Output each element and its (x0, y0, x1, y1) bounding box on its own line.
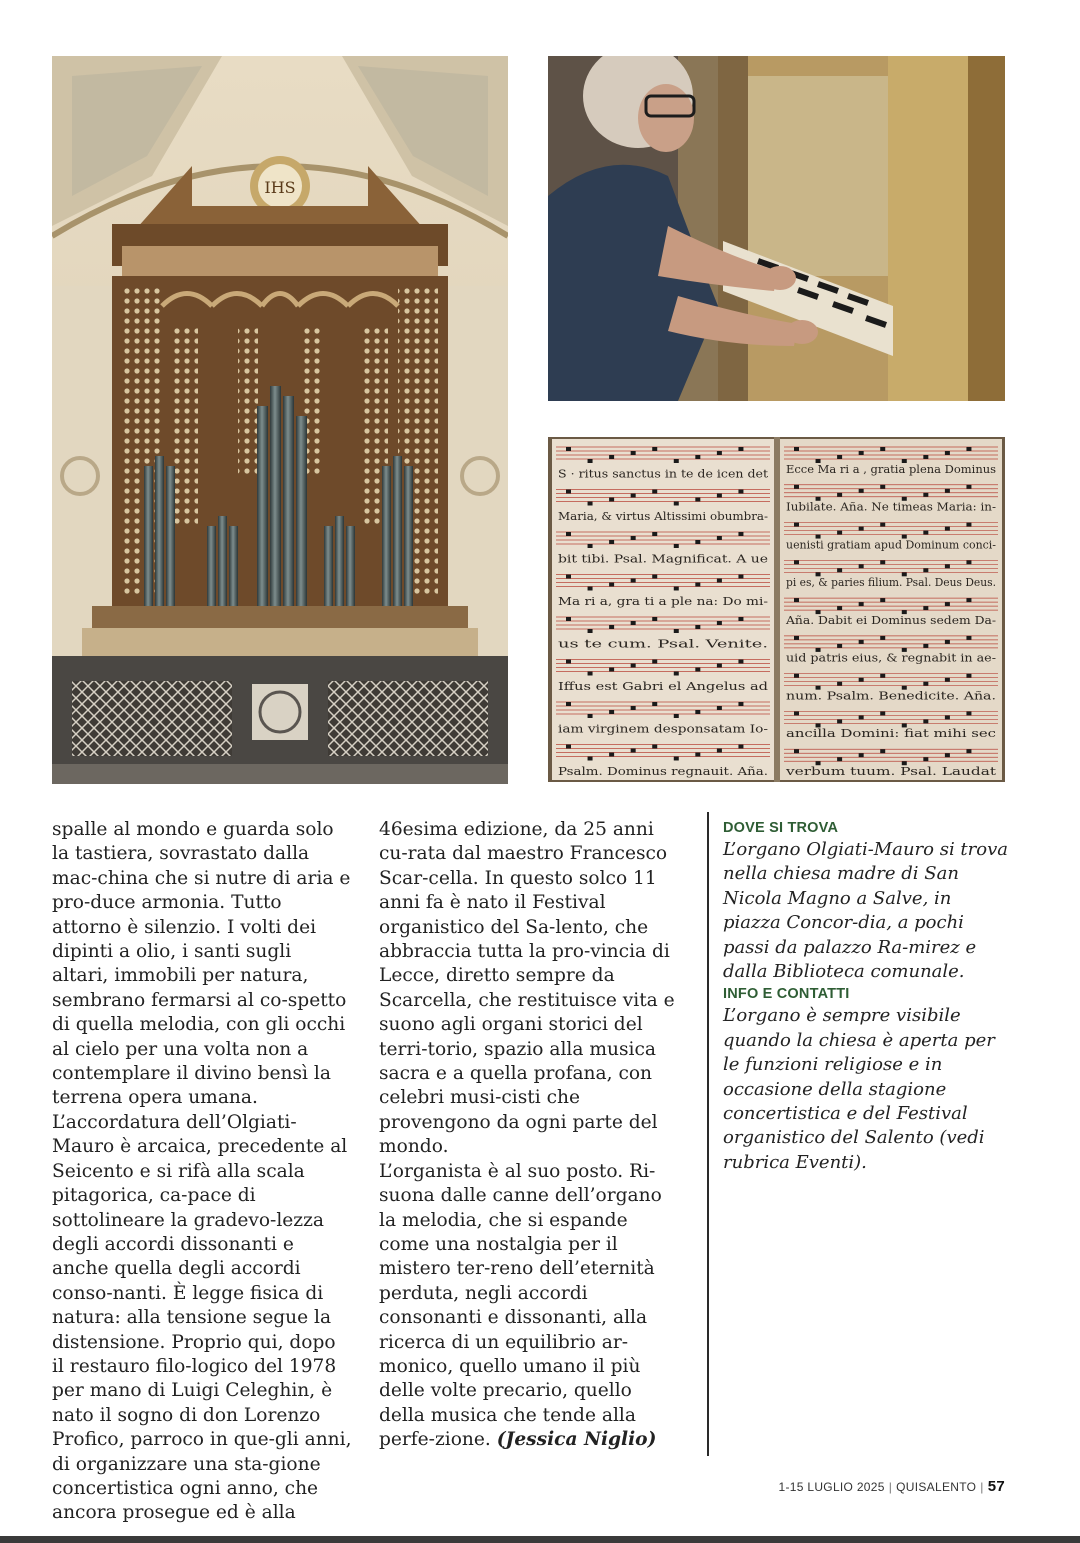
manuscript-lyric: Iubilate. Aña. Ne timeas Maria: in- (786, 500, 997, 514)
neume-note (859, 564, 864, 568)
neume-note (837, 719, 842, 723)
neume-note (652, 447, 657, 451)
neume-note (880, 598, 885, 602)
neume-note (695, 625, 700, 629)
neume-note (588, 757, 593, 761)
neume-note (652, 745, 657, 749)
neume-note (794, 636, 799, 640)
neume-note (566, 702, 571, 706)
neume-note (859, 489, 864, 493)
neume-note (738, 447, 743, 451)
neume-note (695, 583, 700, 587)
author-signature: (Jessica Niglio) (496, 1429, 657, 1451)
neume-note (945, 602, 950, 606)
neume-note (717, 536, 722, 540)
neume-note (674, 757, 679, 761)
neume-note (837, 757, 842, 761)
neume-note (631, 536, 636, 540)
neume-note (609, 540, 614, 544)
neume-note (859, 640, 864, 644)
neume-note (880, 447, 885, 451)
neume-note (738, 575, 743, 579)
neume-note (880, 749, 885, 753)
neume-note (674, 714, 679, 718)
neume-note (674, 587, 679, 591)
neume-note (738, 702, 743, 706)
manuscript-lyric: Ma ri a, gra ti a ple na: Do mi- (558, 595, 769, 608)
neume-note (945, 564, 950, 568)
info-heading: INFO E CONTATTI (723, 986, 850, 1003)
neume-note (794, 711, 799, 715)
neume-note (837, 606, 842, 610)
neume-note (588, 714, 593, 718)
neume-note (923, 719, 928, 723)
neume-note (738, 745, 743, 749)
neume-note (588, 672, 593, 676)
footer-separator: | (888, 1480, 893, 1494)
neume-note (674, 544, 679, 548)
neume-note (566, 660, 571, 664)
info-sidebar (723, 818, 1013, 1175)
neume-note (609, 455, 614, 459)
neume-note (966, 711, 971, 715)
manuscript-lyric: iam virginem desponsatam Io- (558, 722, 769, 736)
article-column-2 (379, 818, 679, 1453)
neume-note (880, 485, 885, 489)
article-column-1 (52, 818, 352, 1526)
neume-note (652, 617, 657, 621)
neume-note (966, 447, 971, 451)
manuscript-lyric: S · ritus sanctus in te de icen det (558, 467, 769, 481)
neume-note (945, 753, 950, 757)
neume-note (945, 715, 950, 719)
neume-note (588, 587, 593, 591)
neume-note (695, 498, 700, 502)
neume-note (859, 451, 864, 455)
neume-note (738, 617, 743, 621)
manuscript-lyric: num. Psalm. Benedicite. Aña. (786, 689, 996, 703)
neume-note (837, 531, 842, 535)
neume-note (923, 493, 928, 497)
neume-note (609, 583, 614, 587)
neume-note (588, 459, 593, 463)
neume-note (794, 485, 799, 489)
neume-note (945, 489, 950, 493)
footer-separator: | (980, 1480, 984, 1494)
neume-note (695, 455, 700, 459)
neume-note (923, 606, 928, 610)
neume-note (859, 753, 864, 757)
neume-note (966, 749, 971, 753)
neume-note (717, 749, 722, 753)
neume-note (631, 706, 636, 710)
manuscript-photo (548, 437, 1005, 782)
bottom-edge-bar (0, 1536, 1080, 1543)
neume-note (717, 706, 722, 710)
neume-note (566, 532, 571, 536)
where-heading: DOVE SI TROVA (723, 820, 839, 836)
neume-note (652, 490, 657, 494)
organ-photo (52, 56, 508, 784)
manuscript-lyric: Ecce Ma ri a , gratia plena Dominus (786, 462, 997, 476)
manuscript-lyric: Maria, & virtus Altissimi obumbra- (558, 510, 769, 523)
neume-note (695, 668, 700, 672)
manuscript-lyric: Psalm. Dominus regnauit. Aña. (558, 765, 768, 778)
article-paragraph: spalle al mondo e guarda solo la tastiera, sovrastato dalla mac-china che si nutre di aria e pro-duce armonia. Tutto attorno è silenzio. I volti dei dipinti a olio, i santi sugli altari, immobili per natura, sembrano fermarsi al co-spetto di quella melodia, con gli occhi al cielo per una volta non a contemplare il divino bensì la terrena opera umana. (52, 819, 351, 1109)
neume-note (717, 664, 722, 668)
neume-note (794, 598, 799, 602)
neume-note (631, 451, 636, 455)
neume-note (609, 753, 614, 757)
neume-note (837, 493, 842, 497)
neume-note (631, 621, 636, 625)
manuscript-lyric: bit tibi. Psal. Magnificat. A ue (558, 552, 768, 566)
neume-note (566, 575, 571, 579)
neume-note (966, 636, 971, 640)
neume-note (945, 640, 950, 644)
neume-note (609, 625, 614, 629)
neume-note (794, 447, 799, 451)
neume-note (794, 674, 799, 678)
page-number: 57 (987, 1478, 1005, 1495)
neume-note (674, 629, 679, 633)
svg-text:IHS: IHS (264, 178, 296, 197)
neume-note (566, 447, 571, 451)
neume-note (631, 664, 636, 668)
neume-note (631, 494, 636, 498)
neume-note (652, 532, 657, 536)
manuscript-lyric: Aña. Dabit ei Dominus sedem Da- (784, 613, 997, 627)
article-paragraph: 46esima edizione, da 25 anni cu-rata dal maestro Francesco Scar-cella. In questo solco 11 anni fa è nato il Festival organistico del Sa-lento, che abbraccia tutta la pro-vincia di Lecce, diretto sempre da Scarcella, che restituisce vita e suono agli organi storici del terri-torio, spazio alla musica sacra e a quella profana, con celebri musi-cisti che provengono da ogni parte del mondo. (379, 819, 675, 1158)
neume-note (631, 749, 636, 753)
neume-note (674, 672, 679, 676)
neume-note (923, 644, 928, 648)
neume-note (652, 660, 657, 664)
neume-note (674, 459, 679, 463)
neume-note (738, 532, 743, 536)
neume-note (794, 749, 799, 753)
issue-date: 1-15 LUGLIO 2025 (778, 1480, 885, 1494)
neume-note (794, 560, 799, 564)
manuscript-lyric: uenisti gratiam apud Dominum conci- (786, 538, 997, 552)
manuscript-lyric: verbum tuum. Psal. Laudat (784, 765, 997, 778)
neume-note (566, 617, 571, 621)
neume-note (923, 757, 928, 761)
neume-note (652, 702, 657, 706)
neume-note (717, 621, 722, 625)
where-text: L’organo Olgiati-Mauro si trova nella chiesa madre di San Nicola Magno a Salve, in piazza Concor-dia, a pochi passi da palazzo Ra-mirez e dalla Biblioteca comunale. (723, 839, 1009, 983)
neume-note (738, 490, 743, 494)
neume-note (717, 494, 722, 498)
neume-note (880, 674, 885, 678)
neume-note (566, 745, 571, 749)
neume-note (588, 629, 593, 633)
article-paragraph (379, 1160, 679, 1453)
neume-note (695, 540, 700, 544)
neume-note (966, 560, 971, 564)
neume-note (837, 455, 842, 459)
neume-note (695, 753, 700, 757)
column-divider (707, 812, 709, 1456)
neume-note (859, 715, 864, 719)
neume-note (923, 682, 928, 686)
neume-note (945, 678, 950, 682)
neume-note (966, 674, 971, 678)
neume-note (945, 451, 950, 455)
neume-note (966, 485, 971, 489)
neume-note (966, 523, 971, 527)
manuscript-lyric: us te cum. Psal. Venite. (558, 637, 768, 651)
organist-photo (548, 56, 1005, 401)
neume-note (609, 498, 614, 502)
manuscript-lyric: uid patris eius, & regnabit in ae- (786, 651, 997, 665)
neume-note (837, 682, 842, 686)
neume-note (588, 502, 593, 506)
neume-note (880, 711, 885, 715)
neume-note (923, 531, 928, 535)
manuscript-lyric: pi es, & paries filium. Psal. Deus Deus. (786, 576, 996, 590)
article-paragraph: L’accordatura dell’Olgiati-Mauro è arcaica, precedente al Seicento e si rifà alla scala pitagorica, ca-pace di sottolineare la gradevo-lezza degli accordi dissonanti e anche quella degli accordi conso-nanti. È legge fisica di natura: alla tensione segue la distensione. Proprio qui, dopo il restauro filo-logico del 1978 per mano di Luigi Celeghin, è nato il sogno di don Lorenzo Profico, parroco in que-gli anni, di organizzare una sta-gione concertistica ogni anno, che ancora prosegue ed è alla (52, 1111, 352, 1524)
manuscript-lyric: Iffus est Gabri el Angelus ad (558, 680, 768, 693)
magazine-name: QUISALENTO (896, 1480, 977, 1494)
neume-note (674, 502, 679, 506)
neume-note (837, 644, 842, 648)
neume-note (738, 660, 743, 664)
neume-note (923, 568, 928, 572)
neume-note (566, 490, 571, 494)
neume-note (588, 544, 593, 548)
neume-note (609, 668, 614, 672)
neume-note (859, 678, 864, 682)
neume-note (859, 602, 864, 606)
article-paragraph-text: L’organista è al suo posto. Ri-suona dalle canne dell’organo la melodia, che si espande come una nostalgia per il mistero ter-reno dell’eternità perduta, negli accordi consonanti e dissonanti, alla ricerca di un equilibrio ar-monico, quello umano il più delle volte precario, quello della musica che tende alla perfe-zione. (379, 1160, 662, 1451)
neume-note (880, 636, 885, 640)
neume-note (966, 598, 971, 602)
neume-note (652, 575, 657, 579)
neume-note (631, 579, 636, 583)
neume-note (837, 568, 842, 572)
info-text: L’organo è sempre visibile quando la chiesa è aperta per le funzioni religiose e in occasione della stagione concertistica e del Festival organistico del Salento (vedi rubrica Eventi). (723, 1005, 995, 1173)
neume-note (717, 579, 722, 583)
neume-note (923, 455, 928, 459)
neume-note (717, 451, 722, 455)
page-footer (779, 1478, 1005, 1495)
neume-note (695, 710, 700, 714)
neume-note (794, 523, 799, 527)
neume-note (880, 523, 885, 527)
neume-note (945, 527, 950, 531)
neume-note (880, 560, 885, 564)
neume-note (609, 710, 614, 714)
neume-note (859, 527, 864, 531)
manuscript-lyric: ancilla Domini: fiat mihi sec (786, 727, 996, 741)
